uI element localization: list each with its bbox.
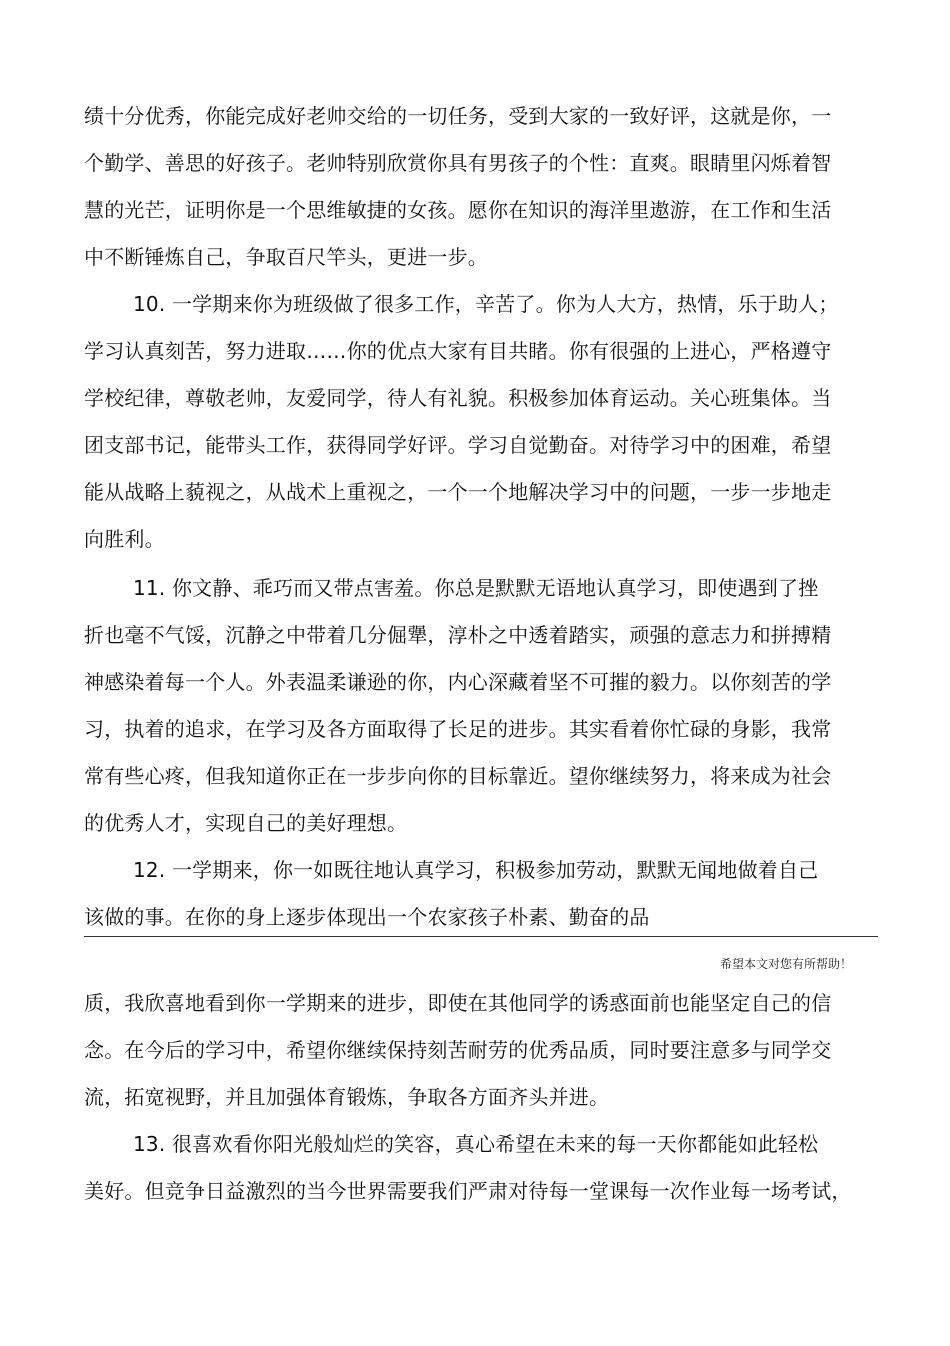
text-line: 慧的光芒，证明你是一个思维敏捷的女孩。愿你在知识的海洋里遨游，在工作和生活: [84, 198, 832, 222]
text-line: 中不断锤炼自己，争取百尺竿头，更进一步。: [84, 245, 488, 269]
text-line: 美好。但竞争日益激烈的当今世界需要我们严肃对待每一堂课每一次作业每一场考试，: [84, 1179, 852, 1203]
text-line: 质，我欣喜地看到你一学期来的进步，即使在其他同学的诱惑面前也能坚定自己的信: [84, 991, 832, 1015]
text-line: 学校纪律，尊敬老帅，友爱同学，待人有礼貌。积极参加体育运动。关心班集体。当: [84, 386, 832, 410]
footer-note: 希望本文对您有所帮助！: [719, 957, 852, 971]
text-line: 团支部书记，能带头工作，获得同学好评。学习自觉勤奋。对待学习中的困难，希望: [84, 433, 832, 457]
text-line: 神感染着每一个人。外表温柔谦逊的你，内心深藏着坚不可摧的毅力。以你刻苦的学: [84, 670, 832, 694]
text-line: 学习认真刻苦，努力进取……你的优点大家有目共睹。你有很强的上进心，严格遵守: [84, 339, 832, 363]
paragraph-10-start: 10. 一学期来你为班级做了很多工作，辛苦了。你为人大方，热情，乐于助人；: [133, 292, 839, 316]
text-line: 流，拓宽视野，并且加强体育锻炼，争取各方面齐头并进。: [84, 1085, 610, 1109]
text-line: 该做的事。在你的身上逐步体现出一个农家孩子朴素、勤奋的品: [84, 905, 650, 929]
text-line: 个勤学、善思的好孩子。老帅特别欣赏你具有男孩子的个性：直爽。眼睛里闪烁着智: [84, 151, 832, 175]
text-line: 折也毫不气馁，沉静之中带着几分倔犟，淳朴之中透着踏实，顽强的意志力和拼搏精: [84, 623, 832, 647]
text-line: 的优秀人才，实现自己的美好理想。: [84, 811, 408, 835]
text-line: 绩十分优秀，你能完成好老帅交给的一切任务，受到大家的一致好评，这就是你，一: [84, 104, 832, 128]
paragraph-12-start: 12. 一学期来，你一如既往地认真学习，积极参加劳动，默默无闻地做着自己: [133, 858, 819, 882]
text-line: 能从战略上藐视之，从战术上重视之，一个一个地解决学习中的问题，一步一步地走: [84, 480, 832, 504]
text-line: 常有些心疼，但我知道你正在一步步向你的目标靠近。望你继续努力，将来成为社会: [84, 764, 832, 788]
page-footer-divider: [84, 936, 878, 937]
paragraph-11-start: 11. 你文静、乖巧而又带点害羞。你总是默默无语地认真学习，即使遇到了挫: [133, 576, 819, 600]
paragraph-13-start: 13. 很喜欢看你阳光般灿烂的笑容，真心希望在未来的每一天你都能如此轻松: [133, 1132, 819, 1156]
text-line: 习，执着的追求，在学习及各方面取得了长足的进步。其实看着你忙碌的身影，我常: [84, 717, 832, 741]
text-line: 向胜利。: [84, 527, 165, 551]
text-line: 念。在今后的学习中，希望你继续保持刻苦耐劳的优秀品质，同时要注意多与同学交: [84, 1038, 832, 1062]
